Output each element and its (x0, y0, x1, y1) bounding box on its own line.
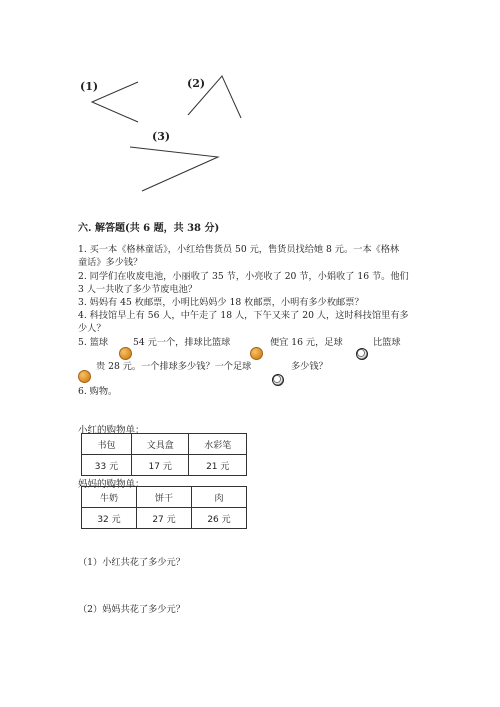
table-row (82, 508, 247, 529)
q4-line2: 少人？ (78, 323, 106, 334)
table-cell: 书包 (82, 434, 132, 455)
xiaohong-shopping-table (81, 433, 247, 476)
q5-part4: 比篮球 (373, 337, 401, 348)
q4-line1: 4. 科技馆早上有 56 人，中午走了 18 人，下午又来了 20 人，这时科技馆里有多 (78, 310, 409, 321)
q5-part3: 便宜 16 元，足球 (270, 337, 343, 348)
q3-line1: 3. 妈妈有 45 枚邮票，小明比妈妈少 18 枚邮票，小明有多少枚邮票？ (78, 297, 364, 308)
table-row (82, 434, 247, 455)
table-cell: 33 元 (82, 455, 132, 476)
section-title: 六. 解答题(共 6 题，共 38 分) (78, 223, 220, 234)
table-row (82, 455, 247, 476)
angle-figures (0, 0, 500, 200)
angle-3-label: (3) (152, 130, 171, 143)
table-row (82, 487, 247, 508)
football-icon (272, 374, 284, 386)
angle-1 (92, 82, 138, 122)
q2-line2: 3 人一共收了多少节废电池？ (78, 284, 198, 295)
mom-shopping-table (81, 486, 247, 529)
angle-1-label: (1) (80, 80, 99, 93)
table-cell: 17 元 (131, 455, 189, 476)
volleyball-icon (250, 347, 263, 360)
basketball-icon (78, 370, 91, 383)
table-cell: 牛奶 (82, 487, 137, 508)
table-cell: 27 元 (137, 508, 192, 529)
subquestion-1: （1）小红共花了多少元？ (78, 557, 185, 568)
table-cell: 肉 (192, 487, 247, 508)
table-cell: 21 元 (189, 455, 247, 476)
mom-list-caption: 妈妈的购物单： (78, 479, 145, 490)
q5-part5: 贵 28 元。一个排球多少钱？一个足球 (96, 361, 252, 372)
q1-line2: 童话》多少钱？ (78, 257, 143, 268)
table-cell: 饼干 (137, 487, 192, 508)
table-cell: 文具盒 (131, 434, 189, 455)
q5-part1: 5. 篮球 (78, 337, 109, 348)
q6-line1: 6. 购物。 (78, 386, 118, 397)
basketball-icon (119, 347, 132, 360)
table-cell: 水彩笔 (189, 434, 247, 455)
table-cell: 32 元 (82, 508, 137, 529)
football-icon (356, 348, 368, 360)
q5-part2: 54 元一个，排球比篮球 (133, 337, 231, 348)
q2-line1: 2. 同学们在收废电池，小丽收了 35 节，小亮收了 20 节，小娟收了 16 节。他们 (78, 271, 409, 282)
angle-3 (130, 147, 218, 191)
q5-part6: 多少钱？ (291, 361, 328, 372)
q1-line1: 1. 买一本《格林童话》，小红给售货员 50 元，售货员找给她 8 元。一本《格林 (78, 244, 400, 255)
xiaohong-list-caption: 小红的购物单： (78, 425, 145, 436)
table-cell: 26 元 (192, 508, 247, 529)
subquestion-2: （2）妈妈共花了多少元？ (78, 604, 185, 615)
angle-2-label: (2) (187, 77, 206, 90)
